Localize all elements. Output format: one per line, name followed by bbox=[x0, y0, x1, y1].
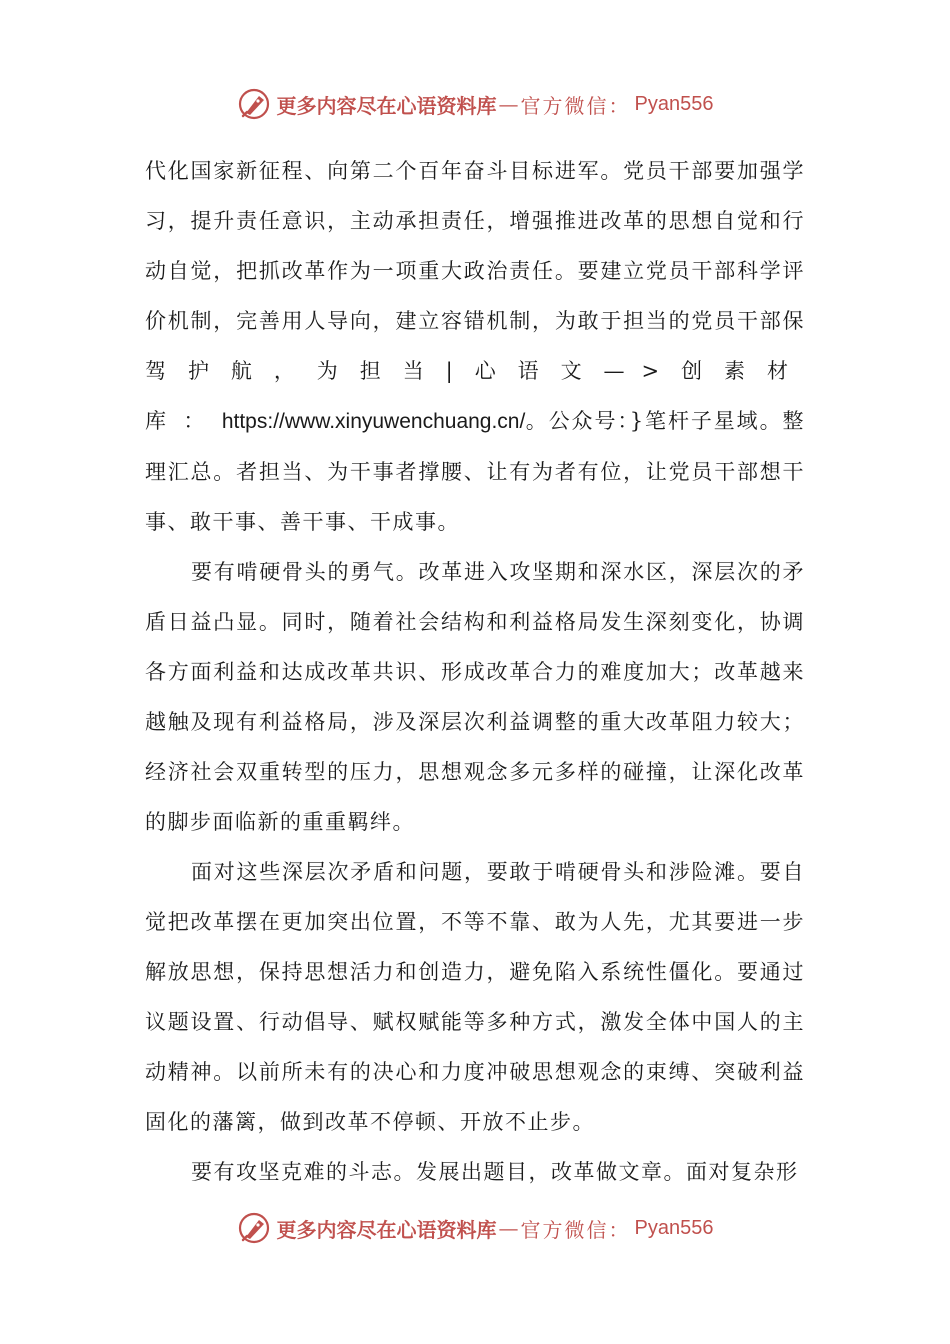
pen-nib-logo-icon bbox=[237, 87, 271, 121]
pen-nib-logo-icon bbox=[237, 1211, 271, 1245]
paragraph-2: 要有啃硬骨头的勇气。改革进入攻坚期和深水区，深层次的矛盾日益凸显。同时，随着社会结构和利益格局发生深刻变化，协调各方面利益和达成改革共识、形成改革合力的难度加大；改革越来越触及现有利益格局，涉及深层次利益调整的重大改革阻力较大；经济社会双重转型的压力，思想观念多元多样的碰撞，让深化改革的脚步面临新的重重羁绊。 bbox=[145, 560, 805, 834]
banner-brand-text: 更多内容尽在心语资料库 bbox=[276, 1217, 497, 1242]
banner-wechat-id: Pyan556 bbox=[634, 92, 714, 115]
banner-dash: — bbox=[498, 92, 519, 116]
paragraph-3: 面对这些深层次矛盾和问题，要敢于啃硬骨头和涉险滩。要自觉把改革摆在更加突出位置，不等不靠、敢为人先，尤其要进一步解放思想，保持思想活力和创造力，避免陷入系统性僵化。要通过议题设置、行动倡导、赋权赋能等多种方式，激发全体中国人的主动精神。以前所未有的决心和力度冲破思想观念的束缚、突破利益固化的藩篱，做到改革不停顿、开放不止步。 bbox=[145, 860, 805, 1134]
banner-brand-text: 更多内容尽在心语资料库 bbox=[276, 93, 497, 118]
document-body bbox=[145, 146, 805, 1197]
banner-wechat-label: 官方微信： bbox=[520, 93, 631, 118]
source-url-link[interactable]: https://www.xinyuwenchuang.cn/ bbox=[221, 410, 526, 433]
header-watermark-banner bbox=[0, 82, 950, 126]
paragraph-1-part-c: 。公众号：}笔杆子星域。整理汇总。者担当、为干事者撑腰、让有为者有位，让党员干部想干事、敢干事、善干事、干成事。 bbox=[145, 409, 805, 534]
paragraph-1-part-b: 驾护航，为担当|心语文—>创素材库： bbox=[145, 359, 805, 433]
paragraph-4: 要有攻坚克难的斗志。发展出题目，改革做文章。面对复杂形 bbox=[191, 1160, 799, 1184]
paragraph-1 bbox=[145, 146, 805, 547]
footer-watermark-banner bbox=[0, 1206, 950, 1250]
banner-wechat-id: Pyan556 bbox=[634, 1216, 714, 1239]
banner-wechat-label: 官方微信： bbox=[520, 1217, 631, 1242]
banner-dash: — bbox=[498, 1216, 519, 1240]
paragraph-1-part-a: 代化国家新征程、向第二个百年奋斗目标进军。党员干部要加强学习，提升责任意识，主动承担责任，增强推进改革的思想自觉和行动自觉，把抓改革作为一项重大政治责任。要建立党员干部科学评价机制，完善用人导向，建立容错机制，为敢于担当的党员干部保 bbox=[145, 159, 805, 333]
